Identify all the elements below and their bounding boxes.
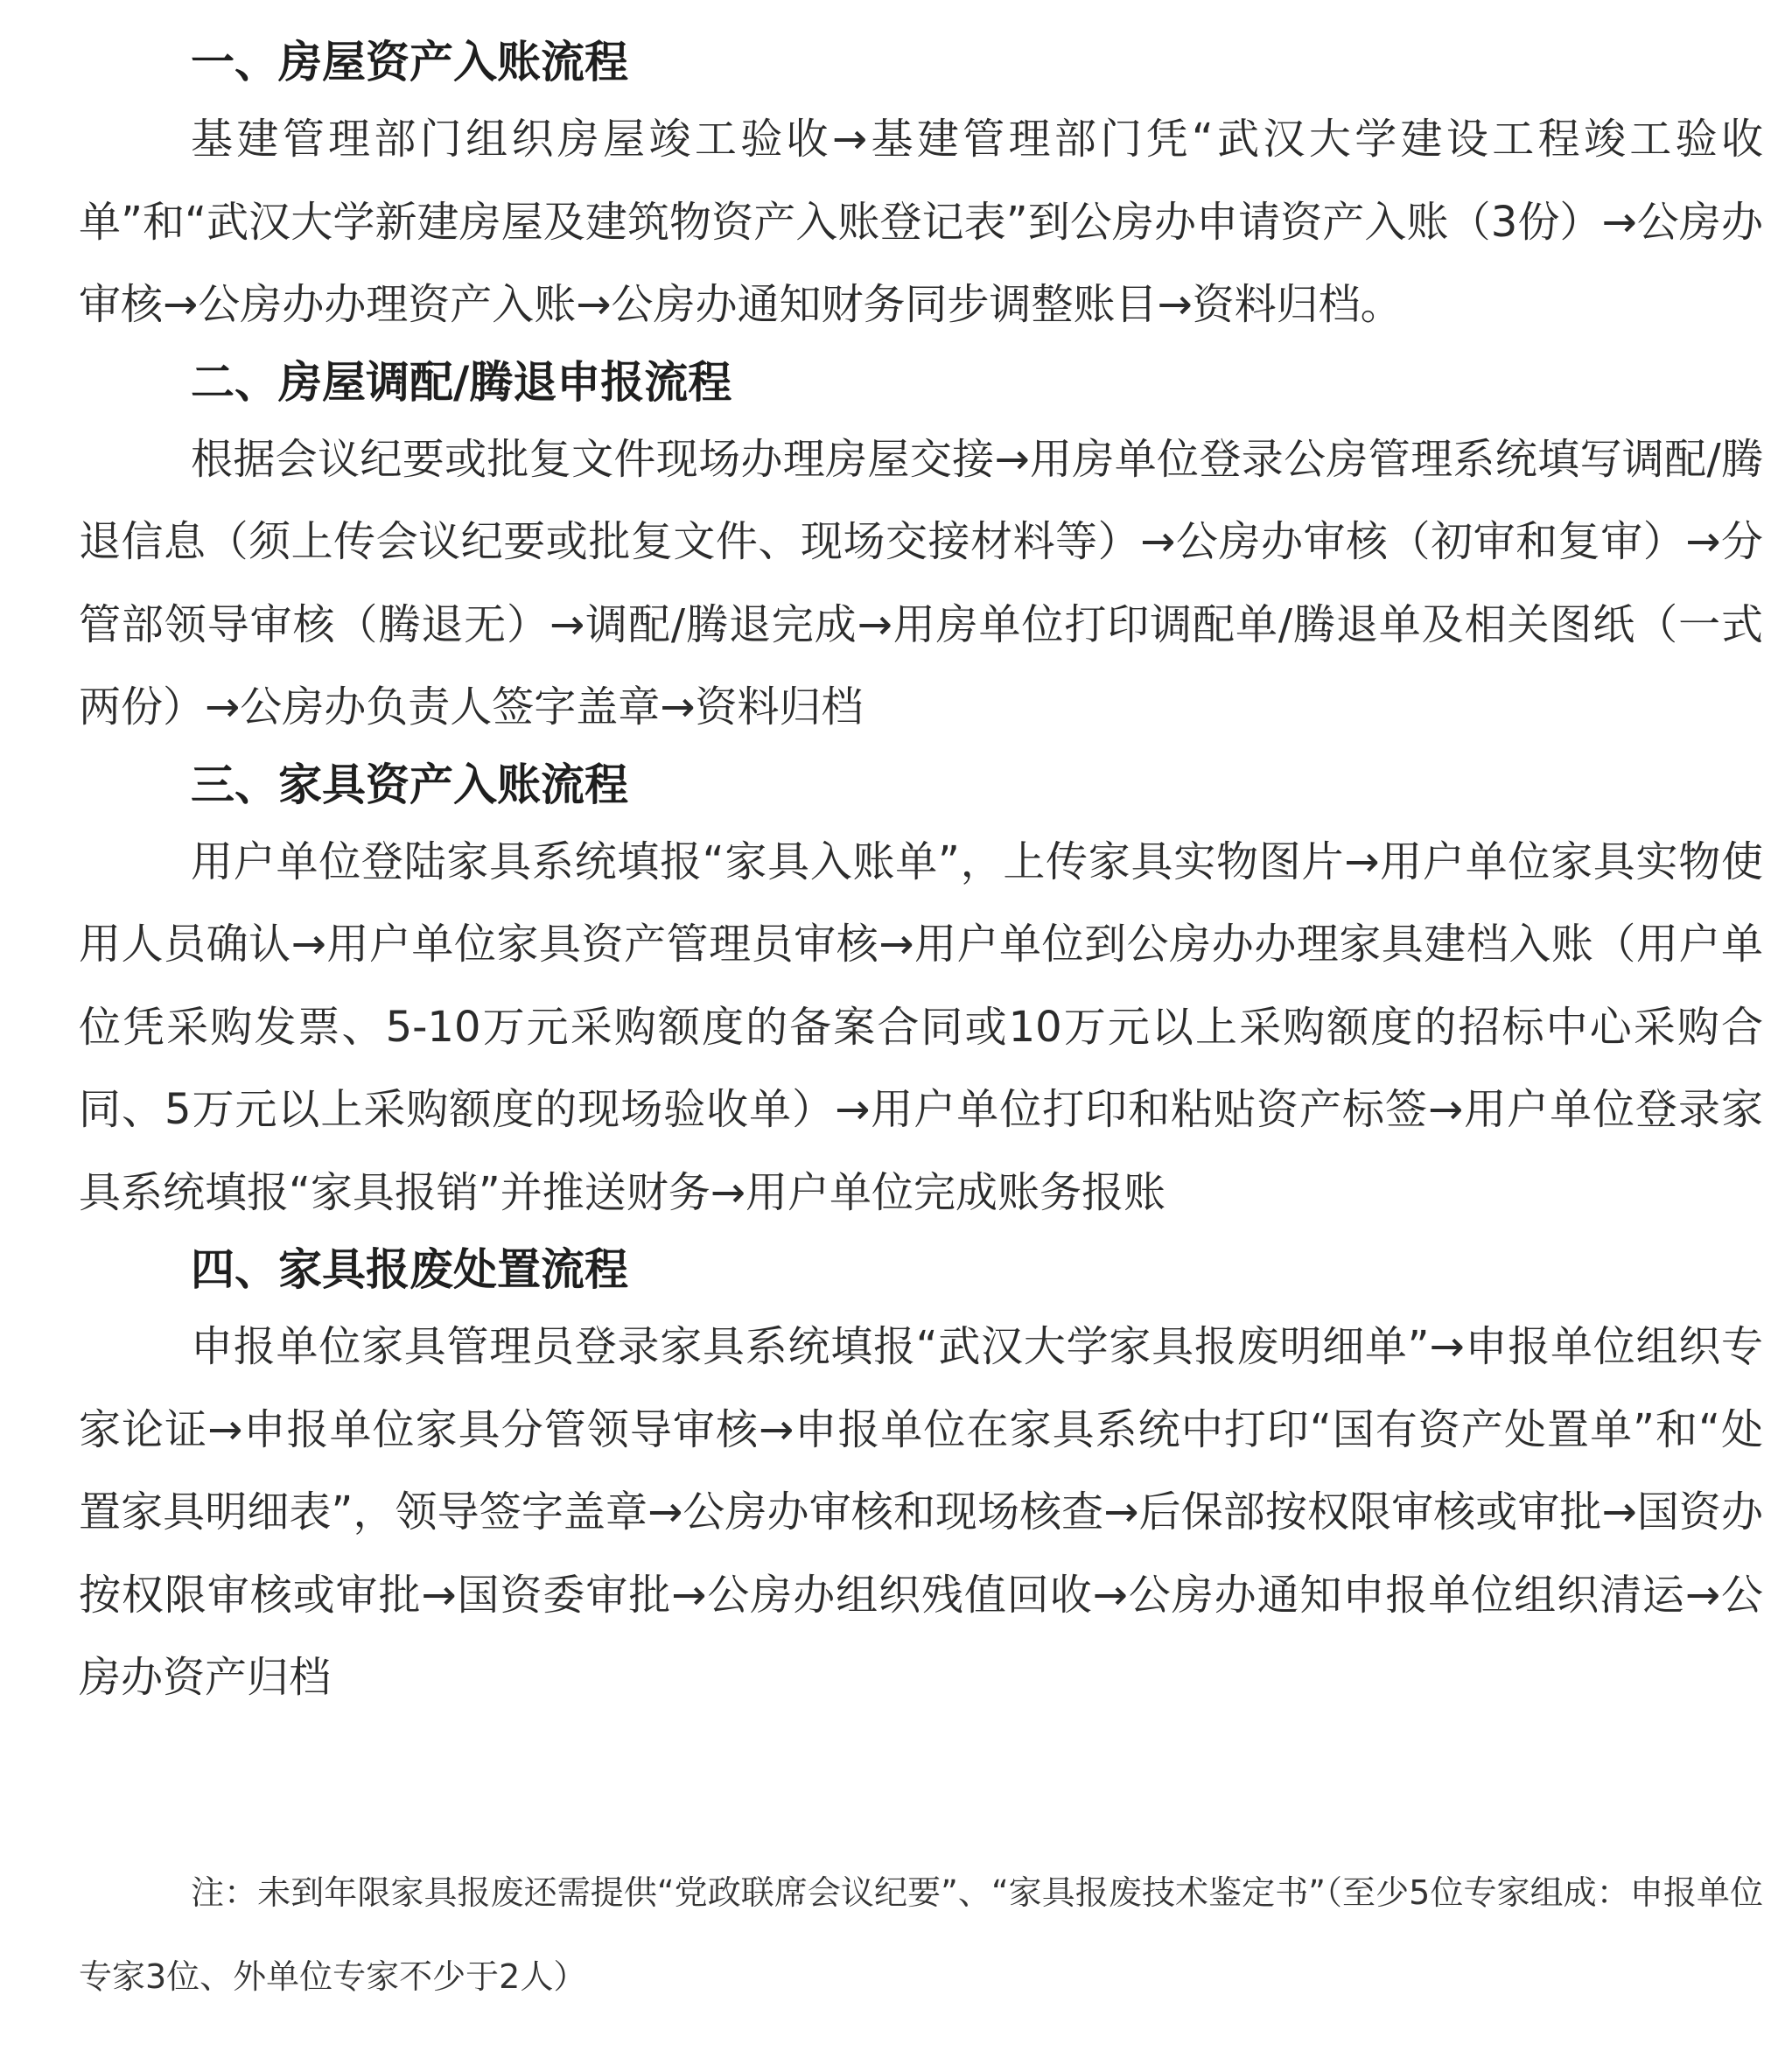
section-title: 四、家具报废处置流程: [191, 1244, 628, 1295]
section-house-allocation: [79, 346, 1763, 749]
section-title: 二、房屋调配/腾退申报流程: [191, 356, 732, 408]
footnote: 注：未到年限家具报废还需提供“党政联席会议纪要”、“家具报废技术鉴定书”（至少5位专家组成：申报单位专家3位、外单位专家不少于2人）: [79, 1872, 1763, 1996]
section-furniture-asset-entry: [79, 749, 1763, 1235]
section-house-asset-entry: [79, 26, 1763, 346]
spacer: [79, 1719, 1763, 1851]
section-title: 一、房屋资产入账流程: [191, 37, 628, 88]
section-furniture-disposal: [79, 1234, 1763, 1719]
section-body: 申报单位家具管理员登录家具系统填报“武汉大学家具报废明细单”→申报单位组织专家论证→申报单位家具分管领导审核→申报单位在家具系统中打印“国有资产处置单”和“处置家具明细表”，领导签字盖章→公房办审核和现场核查→后保部按权限审核或审批→国资办按权限审核或审批→国资委审批→公房办组织残值回收→公房办通知申报单位组织清运→公房办资产归档: [79, 1322, 1763, 1702]
section-body: 用户单位登陆家具系统填报“家具入账单”，上传家具实物图片→用户单位家具实物使用人员确认→用户单位家具资产管理员审核→用户单位到公房办办理家具建档入账（用户单位凭采购发票、5-10万元采购额度的备案合同或10万元以上采购额度的招标中心采购合同、5万元以上采购额度的现场验收单）→用户单位打印和粘贴资产标签→用户单位登录家具系统填报“家具报销”并推送财务→用户单位完成账务报账: [79, 836, 1763, 1217]
section-body: 根据会议纪要或批复文件现场办理房屋交接→用房单位登录公房管理系统填写调配/腾退信息（须上传会议纪要或批复文件、现场交接材料等）→公房办审核（初审和复审）→分管部领导审核（腾退无）→调配/腾退完成→用房单位打印调配单/腾退单及相关图纸（一式两份）→公房办负责人签字盖章→资料归档: [79, 434, 1763, 732]
document: [79, 26, 1763, 2019]
section-title: 三、家具资产入账流程: [191, 759, 628, 810]
section-body: 基建管理部门组织房屋竣工验收→基建管理部门凭“武汉大学建设工程竣工验收单”和“武汉大学新建房屋及建筑物资产入账登记表”到公房办申请资产入账（3份）→公房办审核→公房办办理资产入账→公房办通知财务同步调整账目→资料归档。: [79, 115, 1763, 329]
